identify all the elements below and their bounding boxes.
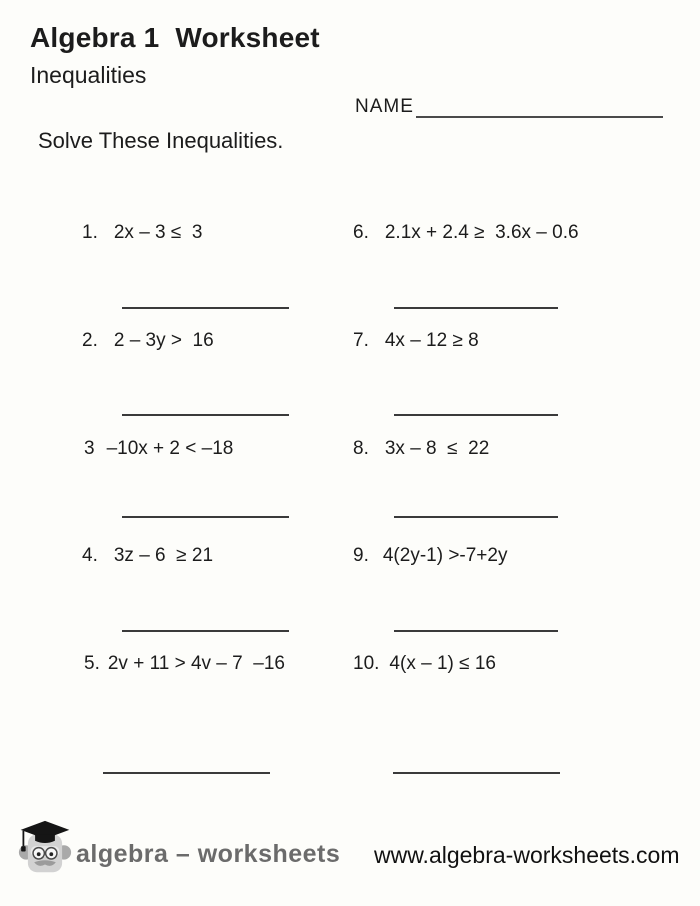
problem-9 [353,545,507,567]
problem-expression: –10x + 2 < –18 [106,438,234,459]
problem-2 [82,330,214,352]
answer-line-10 [393,772,560,774]
problem-expression: 4(x – 1) ≤ 16 [389,653,496,674]
answer-line-8 [394,516,558,518]
answer-line-9 [394,630,558,632]
name-blank-line [416,116,663,118]
problem-4 [82,545,213,567]
problem-number: 10. [353,653,380,674]
answer-line-1 [122,307,289,309]
footer-logo [18,818,340,876]
problem-number: 1. [82,222,98,243]
problem-expression: 3z – 6 ≥ 21 [113,545,214,566]
problem-3 [84,438,233,460]
problem-expression: 2 – 3y > 16 [113,330,214,351]
problem-expression: 3x – 8 ≤ 22 [384,438,490,459]
problem-10 [353,653,496,675]
mascot-professor-icon [18,818,72,876]
problem-5 [84,653,285,675]
problem-expression: 2.1x + 2.4 ≥ 3.6x – 0.6 [384,222,579,243]
name-label: NAME [355,96,414,117]
problem-number: 5. [84,653,100,674]
problem-expression: 2v + 11 > 4v – 7 –16 [107,653,285,674]
answer-line-4 [122,630,289,632]
problem-8 [353,438,489,460]
problem-number: 7. [353,330,369,351]
answer-line-7 [394,414,558,416]
problem-expression: 4(2y-1) >-7+2y [382,545,508,566]
problem-number: 8. [353,438,369,459]
problem-6 [353,222,579,244]
problem-expression: 4x – 12 ≥ 8 [384,330,479,351]
answer-line-2 [122,414,289,416]
problem-number: 6. [353,222,369,243]
answer-line-5 [103,772,270,774]
answer-line-3 [122,516,289,518]
problem-number: 4. [82,545,98,566]
problem-number: 9. [353,545,369,566]
problem-number: 3 [84,438,95,459]
answer-line-6 [394,307,558,309]
instructions-text: Solve These Inequalities. [38,128,284,153]
problem-7 [353,330,479,352]
site-url: www.algebra-worksheets.com [374,842,680,868]
worksheet-subtitle: Inequalities [30,62,147,88]
worksheet-title: Algebra 1 Worksheet [30,22,320,53]
problem-number: 2. [82,330,98,351]
problem-expression: 2x – 3 ≤ 3 [113,222,203,243]
logo-text: algebra – worksheets [76,839,341,868]
problem-1 [82,222,202,244]
